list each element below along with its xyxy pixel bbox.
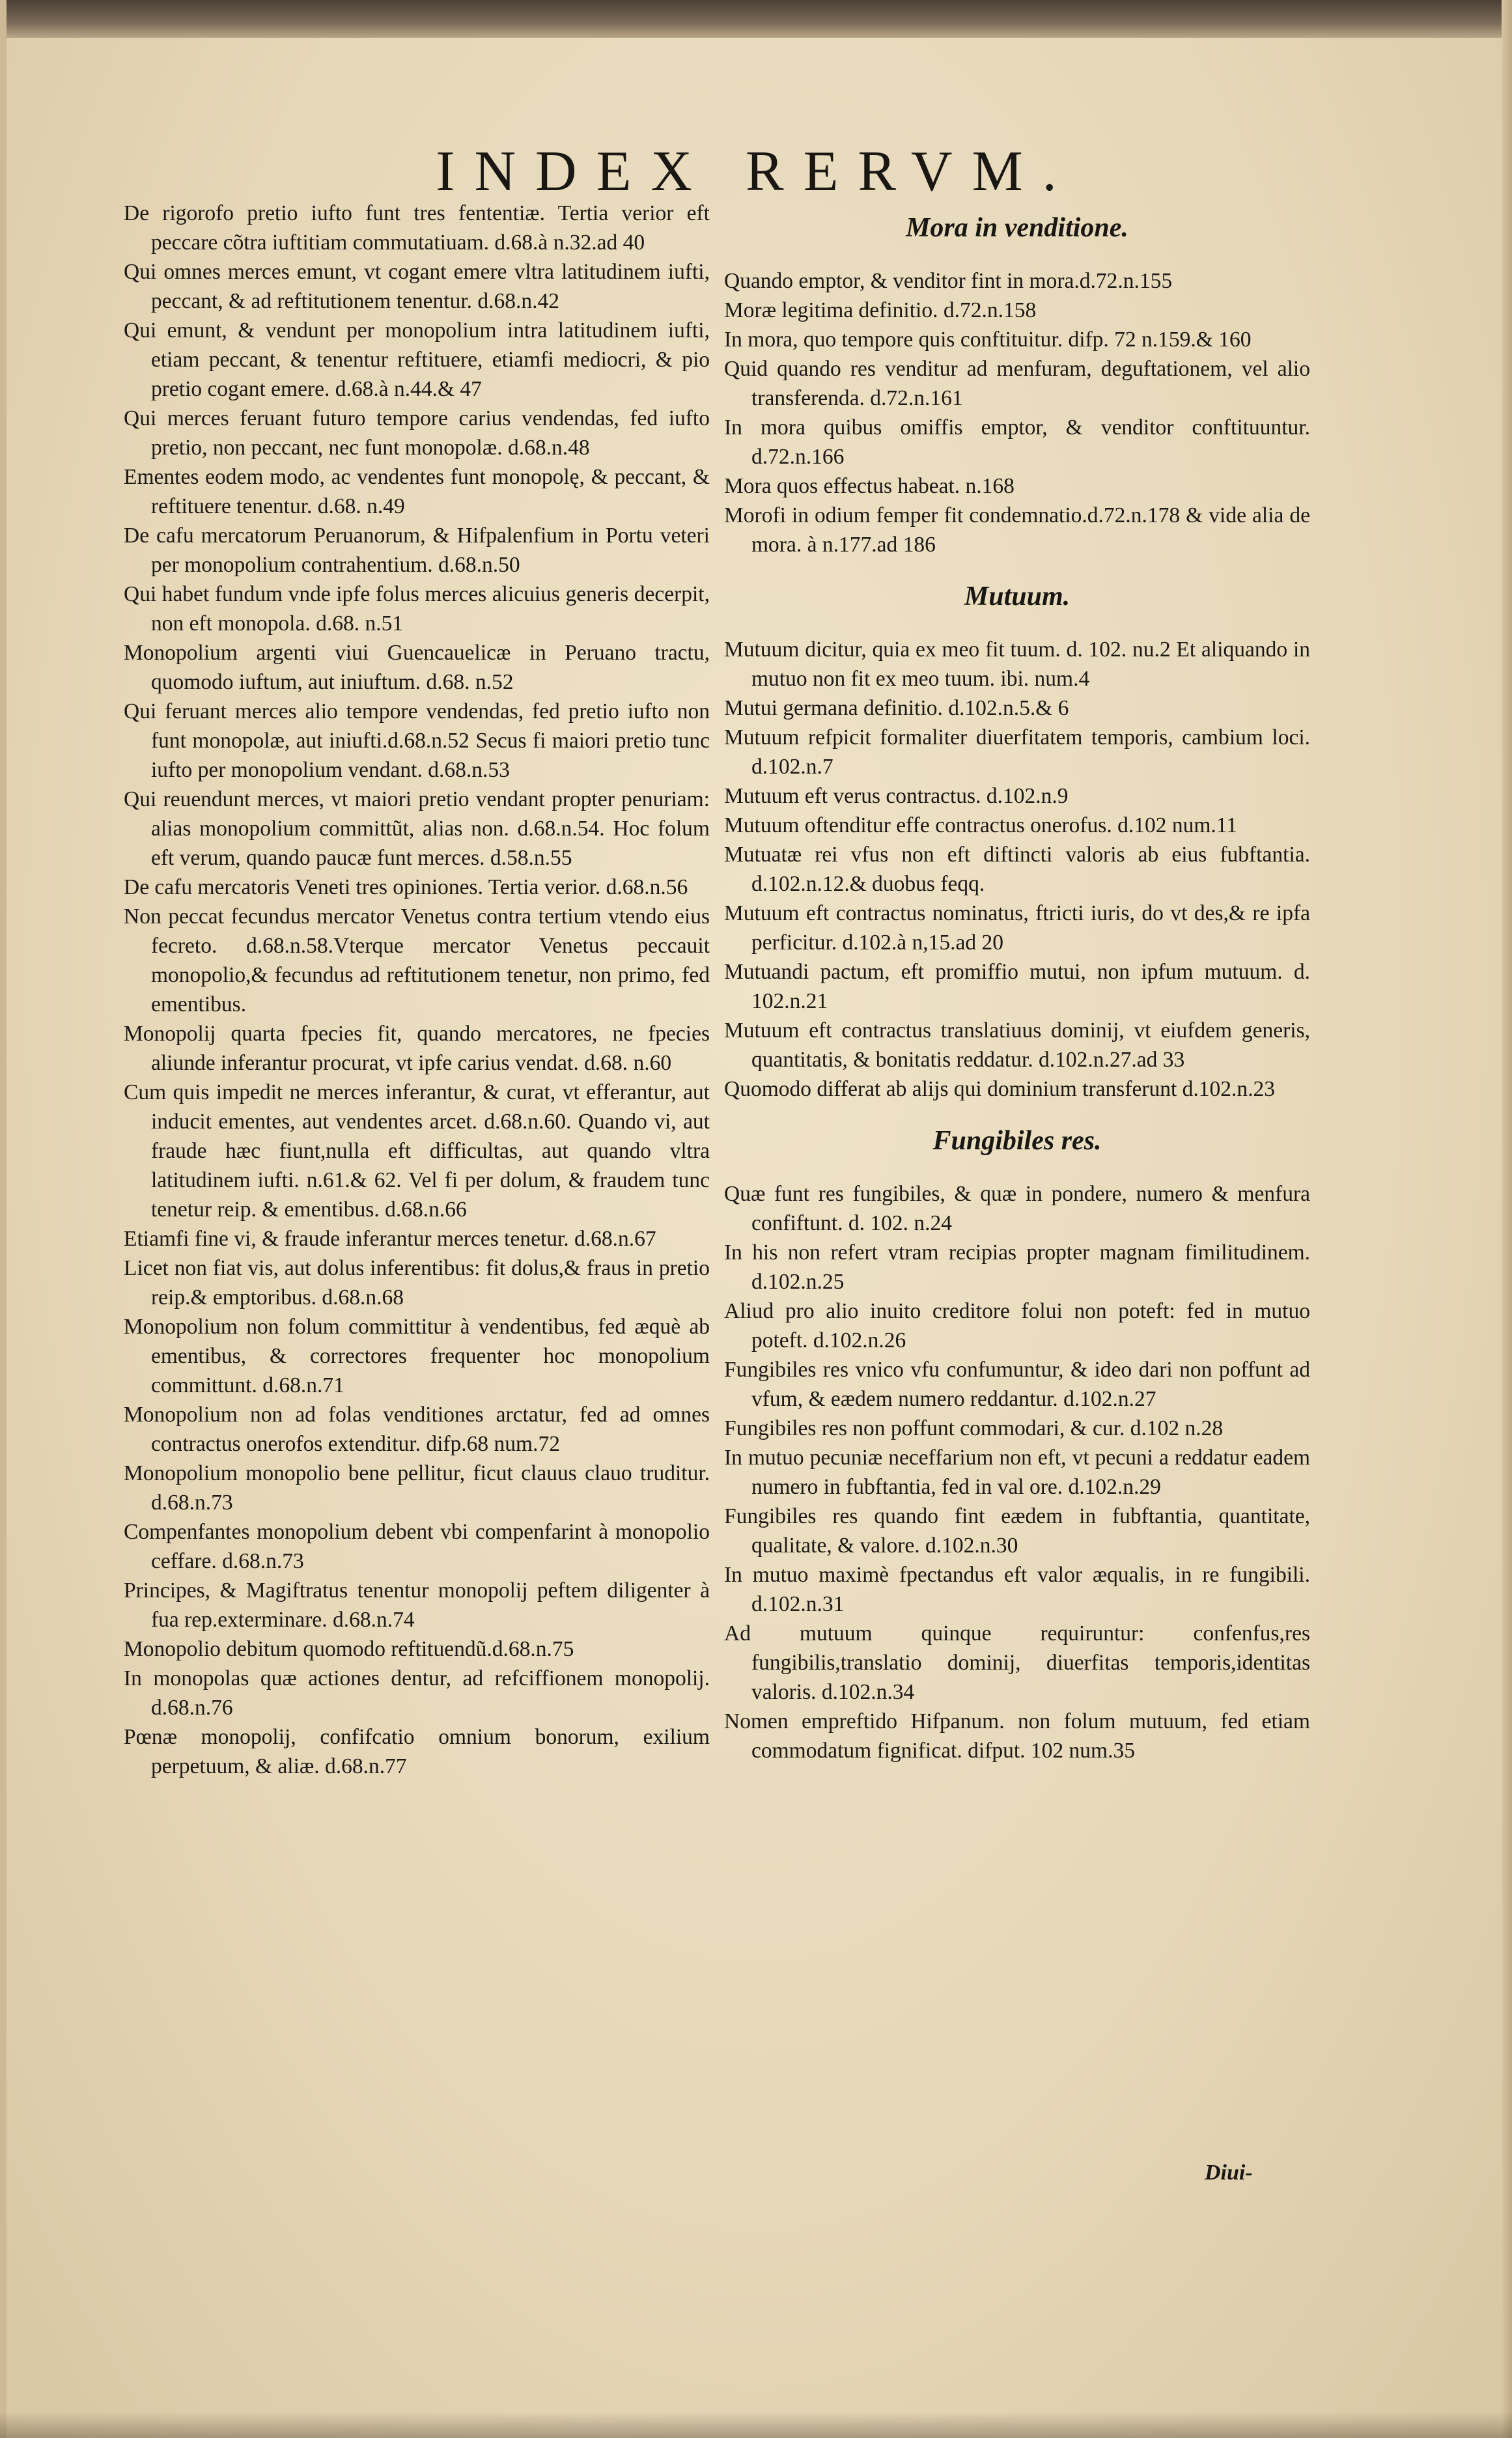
index-entry: Ementes eodem modo, ac vendentes funt monopolę, & peccant, & reftituere tenentur. d.68. n.49 <box>124 465 710 518</box>
index-entry: Mutuum eft contractus translatiuus dominij, vt eiufdem generis, quantitatis, & bonitatis reddatur. d.102.n.27.ad 33 <box>724 1018 1310 1072</box>
index-entry: Etiamfi fine vi, & fraude inferantur merces tenetur. d.68.n.67 <box>124 1227 656 1251</box>
index-entry: Fungibiles res non poffunt commodari, & cur. d.102 n.28 <box>724 1416 1224 1440</box>
index-entry: Quando emptor, & venditor fint in mora.d.72.n.155 <box>724 269 1173 293</box>
index-entry: Mutuum refpicit formaliter diuerfitatem temporis, cambium loci. d.102.n.7 <box>724 725 1310 779</box>
page-left-edge <box>0 0 7 2438</box>
index-entry: Principes, & Magiftratus tenentur monopolij peftem diligenter à fua rep.exterminare. d.68.n.74 <box>124 1578 710 1632</box>
index-entry: Mutuum eft contractus nominatus, ftricti iuris, do vt des,& re ipfa perficitur. d.102.à n,15.ad 20 <box>724 901 1310 955</box>
index-entry: Ad mutuum quinque requiruntur: confenfus,res fungibilis,translatio dominij, diuerfitas temporis,identitas valoris. d.102.n.34 <box>724 1621 1310 1704</box>
section-title-mutuum: Mutuum. <box>964 581 1071 611</box>
index-entry: Qui feruant merces alio tempore vendendas, fed pretio iufto non funt monopolæ, aut iniufti.d.68.n.52 Secus fi maiori pretio tunc iufto per monopolium vendant. d.68.n.53 <box>124 699 710 782</box>
index-entry: Fungibiles res vnico vfu confumuntur, & ideo dari non poffunt ad vfum, & eædem numero reddantur. d.102.n.27 <box>724 1358 1310 1411</box>
index-entry: Monopolium non ad folas venditiones arctatur, fed ad omnes contractus onerofos extenditur. difp.68 num.72 <box>124 1403 710 1456</box>
index-entry: Quid quando res venditur ad menfuram, deguftationem, vel alio transferenda. d.72.n.161 <box>724 357 1310 410</box>
index-entry: In his non refert vtram recipias propter magnam fimilitudinem. d.102.n.25 <box>724 1240 1310 1294</box>
index-entry: Fungibiles res quando fint eædem in fubftantia, quantitate, qualitate, & valore. d.102.n.30 <box>724 1504 1310 1558</box>
index-entry: In mora quibus omiffis emptor, & venditor conftituuntur. d.72.n.166 <box>724 415 1310 469</box>
index-entry: Mora quos effectus habeat. n.168 <box>724 474 1015 498</box>
index-entry: Monopolium argenti viui Guencauelicæ in Peruano tractu, quomodo iuftum, aut iniuftum. d.68. n.52 <box>124 641 710 694</box>
index-entry: In mora, quo tempore quis conftituitur. difp. 72 n.159.& 160 <box>724 328 1252 352</box>
index-entry: In mutuo pecuniæ neceffarium non eft, vt pecuni a reddatur eadem numero in fubftantia, fed in val ore. d.102.n.29 <box>724 1446 1310 1499</box>
index-entry: Qui emunt, & vendunt per monopolium intra latitudinem iufti, etiam peccant, & tenentur reftituere, etiamfi mediocri, & pio pretio cogant emere. d.68.à n.44.& 47 <box>124 318 710 401</box>
catchword: Diui- <box>1205 2161 1253 2185</box>
page-right-edge <box>1502 0 1512 2438</box>
section-title-fungibiles: Fungibiles res. <box>932 1126 1102 1156</box>
index-entry: Qui habet fundum vnde ipfe folus merces alicuius generis decerpit, non eft monopola. d.68. n.51 <box>124 582 710 636</box>
page-top-edge <box>0 0 1512 38</box>
index-entry: Compenfantes monopolium debent vbi compenfarint à monopolio ceffare. d.68.n.73 <box>124 1520 710 1573</box>
index-entry: Nomen empreftido Hifpanum. non folum mutuum, fed etiam commodatum fignificat. difput. 102 num.35 <box>724 1709 1310 1763</box>
index-entry: Monopolium non folum committitur à vendentibus, fed æquè ab ementibus, & correctores frequenter hoc monopolium committunt. d.68.n.71 <box>124 1315 710 1397</box>
index-entry: Mutuum dicitur, quia ex meo fit tuum. d. 102. nu.2 Et aliquando in mutuo non fit ex meo tuum. ibi. num.4 <box>724 638 1310 691</box>
right-column <box>724 199 1310 1765</box>
index-entry: Mutui germana definitio. d.102.n.5.& 6 <box>724 696 1069 720</box>
section-mora-entries <box>724 266 1310 559</box>
index-entry: Morofi in odium femper fit condemnatio.d.72.n.178 & vide alia de mora. à n.177.ad 186 <box>724 503 1310 557</box>
section-title-mora: Mora in venditione. <box>906 213 1128 243</box>
index-entry: Cum quis impedit ne merces inferantur, & curat, vt efferantur, aut inducit ementes, aut vendentes arcet. d.68.n.60. Quando vi, aut fraude hæc fiunt,nulla eft difficultas, aut quando vltra latitudinem iufti. n.61.& 62. Vel fi per dolum, & fraudem tunc tenetur reip. & ementibus. d.68.n.66 <box>124 1080 710 1222</box>
index-entry: Moræ legitima definitio. d.72.n.158 <box>724 298 1037 322</box>
index-entry: Monopolij quarta fpecies fit, quando mercatores, ne fpecies aliunde inferantur procurat, vt ipfe carius vendat. d.68. n.60 <box>124 1022 710 1075</box>
index-entry: Qui omnes merces emunt, vt cogant emere vltra latitudinem iufti, peccant, & ad reftitutionem tenentur. d.68.n.42 <box>124 260 710 313</box>
index-entry: Mutuatæ rei vfus non eft diftincti valoris ab eius fubftantia. d.102.n.12.& duobus feqq. <box>724 843 1310 896</box>
index-entry: Non peccat fecundus mercator Venetus contra tertium vtendo eius fecreto. d.68.n.58.Vterque mercator Venetus peccauit monopolio,& fecundus ad reftitutionem tenetur, non primo, fed ementibus. <box>124 904 710 1016</box>
index-entry: Monopolio debitum quomodo reftituendũ.d.68.n.75 <box>124 1637 574 1661</box>
index-entry: De cafu mercatoris Veneti tres opiniones. Tertia verior. d.68.n.56 <box>124 875 688 899</box>
index-entry: In monopolas quæ actiones dentur, ad refciffionem monopolij. d.68.n.76 <box>124 1666 710 1720</box>
index-entry: Pœnæ monopolij, confifcatio omnium bonorum, exilium perpetuum, & aliæ. d.68.n.77 <box>124 1725 710 1778</box>
section-fungibiles-entries <box>724 1179 1310 1765</box>
index-entry: De cafu mercatorum Peruanorum, & Hifpalenfium in Portu veteri per monopolium contrahentium. d.68.n.50 <box>124 524 710 577</box>
index-entry: In mutuo maximè fpectandus eft valor æqualis, in re fungibili. d.102.n.31 <box>724 1563 1310 1616</box>
index-entry: Aliud pro alio inuito creditore folui non poteft: fed in mutuo poteft. d.102.n.26 <box>724 1299 1310 1352</box>
index-entry: Quæ funt res fungibiles, & quæ in pondere, numero & menfura confiftunt. d. 102. n.24 <box>724 1182 1310 1235</box>
index-entry: Mutuum eft verus contractus. d.102.n.9 <box>724 784 1069 808</box>
index-entry: Mutuandi pactum, eft promiffio mutui, non ipfum mutuum. d. 102.n.21 <box>724 960 1310 1013</box>
index-entry: Qui merces feruant futuro tempore carius vendendas, fed iufto pretio, non peccant, nec funt monopolæ. d.68.n.48 <box>124 406 710 460</box>
index-entry: Quomodo differat ab alijs qui dominium transferunt d.102.n.23 <box>724 1077 1276 1101</box>
section-mutuum-entries <box>724 635 1310 1104</box>
left-column <box>124 199 710 1781</box>
page-bottom-shadow <box>0 2412 1512 2438</box>
index-entry: Monopolium monopolio bene pellitur, ficut clauus clauo truditur. d.68.n.73 <box>124 1461 710 1515</box>
index-entry: Qui reuendunt merces, vt maiori pretio vendant propter penuriam: alias monopolium committũt, alias non. d.68.n.54. Hoc folum eft verum, quando paucæ funt merces. d.58.n.55 <box>124 787 710 870</box>
index-entry: De rigorofo pretio iufto funt tres fententiæ. Tertia verior eft peccare cõtra iuftitiam commutatiuam. d.68.à n.32.ad 40 <box>124 201 710 255</box>
index-entry: Mutuum oftenditur effe contractus onerofus. d.102 num.11 <box>724 813 1238 837</box>
running-header: INDEX RERVM. <box>436 140 1076 203</box>
index-entry: Licet non fiat vis, aut dolus inferentibus: fit dolus,& fraus in pretio reip.& emptoribus. d.68.n.68 <box>124 1256 710 1310</box>
